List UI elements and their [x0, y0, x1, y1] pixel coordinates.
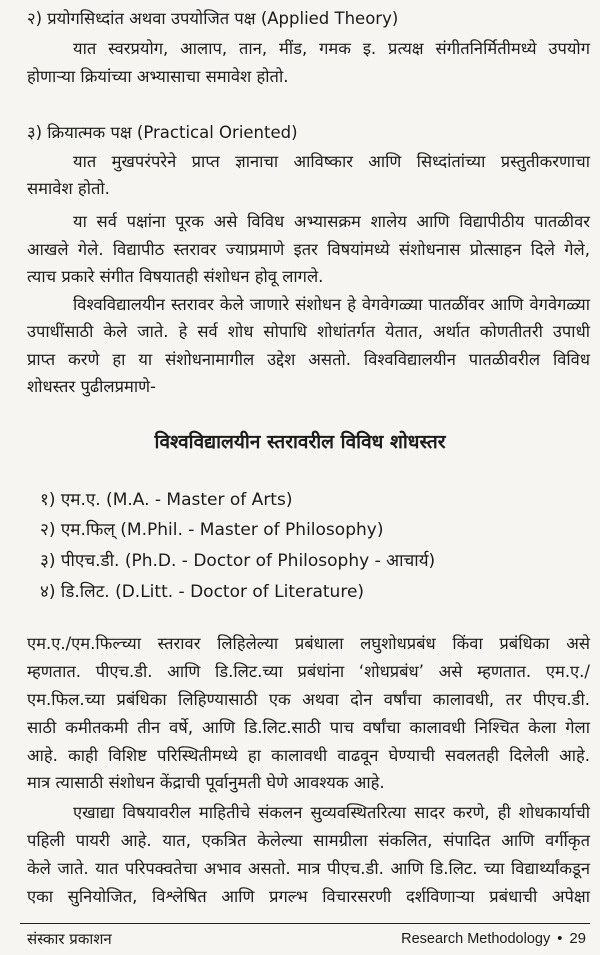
para-1-line-1: या सर्व पक्षांना पूरक असे विविध अभ्यासक्रम शालेय आणि विद्यापीठीय पातळीवर: [73, 212, 590, 231]
para-1-line-2: आखले गेले. विद्यापीठ स्तरावर ज्याप्रमाणे इतर विषयांमध्ये संशोधनास प्रोत्साहन दिले गेले,: [27, 240, 590, 259]
para-3-line-6: मात्र त्यासाठी संशोधन केंद्राची पूर्वानुमती घेणे आवश्यक आहे.: [27, 773, 385, 792]
para-4-line-1: एखाद्या विषयावरील माहितीचे संकलन सुव्यवस्थितरित्या सादर करणे, ही शोधकार्याची: [73, 803, 590, 822]
level-item: १) एम.ए. (M.A. - Master of Arts): [40, 490, 293, 510]
para-2-line-2: उपाधींसाठी केले जाते. हे सर्व शोध सोपाधि शोधांतर्गत येतात, अर्थात कोणतीतरी उपाधी: [27, 322, 590, 341]
section-3-line-1: यात मुखपरंपरेने प्राप्त ज्ञानाचा आविष्कार आणि सिध्दांतांच्या प्रस्तुतीकरणाचा: [73, 152, 590, 171]
section-3-line-2: समावेश होतो.: [27, 179, 110, 198]
para-4-line-3: केले जाते. यात परिपक्वतेचा अभाव असतो. मात्र पीएच.डी. आणि डि.लिट. च्या विद्यार्थ्यांकडून: [27, 859, 590, 878]
para-2-line-4: शोधस्तर पुढीलप्रमाणे-: [27, 377, 156, 396]
para-3-line-4: साठी कमीतकमी तीन वर्षे, आणि डि.लिट.साठी पाच वर्षांचा कालावधी निश्चित केला गेला: [27, 718, 590, 737]
levels-title: विश्वविद्यालयीन स्तरावरील विविध शोधस्तर: [154, 431, 446, 453]
level-item: ४) डि.लिट. (D.Litt. - Doctor of Literature): [40, 582, 365, 602]
footer-publisher: संस्कार प्रकाशन: [27, 930, 112, 948]
footer-running-title: [401, 929, 586, 949]
footer-book-title: Research Methodology: [401, 931, 551, 947]
para-4-line-4: एका सुनियोजित, विश्लेषित आणि प्रगल्भ विचारसरणी दर्शविणाऱ्या प्रबंधाची अपेक्षा: [27, 887, 590, 906]
para-3-line-2: म्हणतात. पीएच.डी. आणि डि.लिट.च्या प्रबंधांना ‘शोधप्रबंध’ असे म्हणतात. एम.ए./: [27, 662, 590, 681]
page-number: 29: [569, 930, 586, 947]
section-2-heading: २) प्रयोगसिध्दांत अथवा उपयोजित पक्ष (Applied Theory): [27, 9, 399, 28]
para-1-line-3: त्याच प्रकारे संगीत विषयातही संशोधन होवू लागले.: [27, 267, 324, 286]
para-3-line-1: एम.ए./एम.फिल्च्या स्तरावर लिहिलेल्या प्रबंधाला लघुशोधप्रबंध किंवा प्रबंधिका असे: [27, 634, 590, 653]
para-3-line-3: एम.फिल.च्या प्रबंधिका लिहिण्यासाठी एक अथवा दोन वर्षांचा कालावधी, तर पीएच.डी.: [27, 690, 590, 709]
level-item: ३) पीएच.डी. (Ph.D. - Doctor of Philosophy - आचार्य): [40, 551, 436, 571]
section-2-line-2: होणाऱ्या क्रियांच्या अभ्यासाचा समावेश होतो.: [27, 67, 289, 86]
footer-rule: [20, 923, 590, 924]
para-2-line-1: विश्वविद्यालयीन स्तरावर केले जाणारे संशोधन हे वेगवेगळ्या पातळींवर आणि वेगवेगळ्या: [73, 295, 590, 314]
section-3-heading: ३) क्रियात्मक पक्ष (Practical Oriented): [27, 123, 298, 142]
footer-separator: •: [557, 931, 563, 947]
level-item: २) एम.फिल् (M.Phil. - Master of Philosophy): [40, 520, 384, 540]
para-4-line-2: पहिली पायरी आहे. यात, एकत्रित केलेल्या सामग्रीला संकलित, संपादित आणि वर्गीकृत: [27, 831, 590, 850]
para-3-line-5: आहे. काही विशिष्ट परिस्थितीमध्ये हा कालावधी वाढवून घेण्याची सवलतही दिलेली आहे.: [27, 746, 590, 765]
para-2-line-3: प्राप्त करणे हा या संशोधनामागील उद्देश असतो. विश्वविद्यालयीन पातळीवरील विविध: [27, 350, 590, 369]
section-2-line-1: यात स्वरप्रयोग, आलाप, तान, मींड, गमक इ. प्रत्यक्ष संगीतनिर्मितीमध्ये उपयोग: [73, 39, 590, 58]
